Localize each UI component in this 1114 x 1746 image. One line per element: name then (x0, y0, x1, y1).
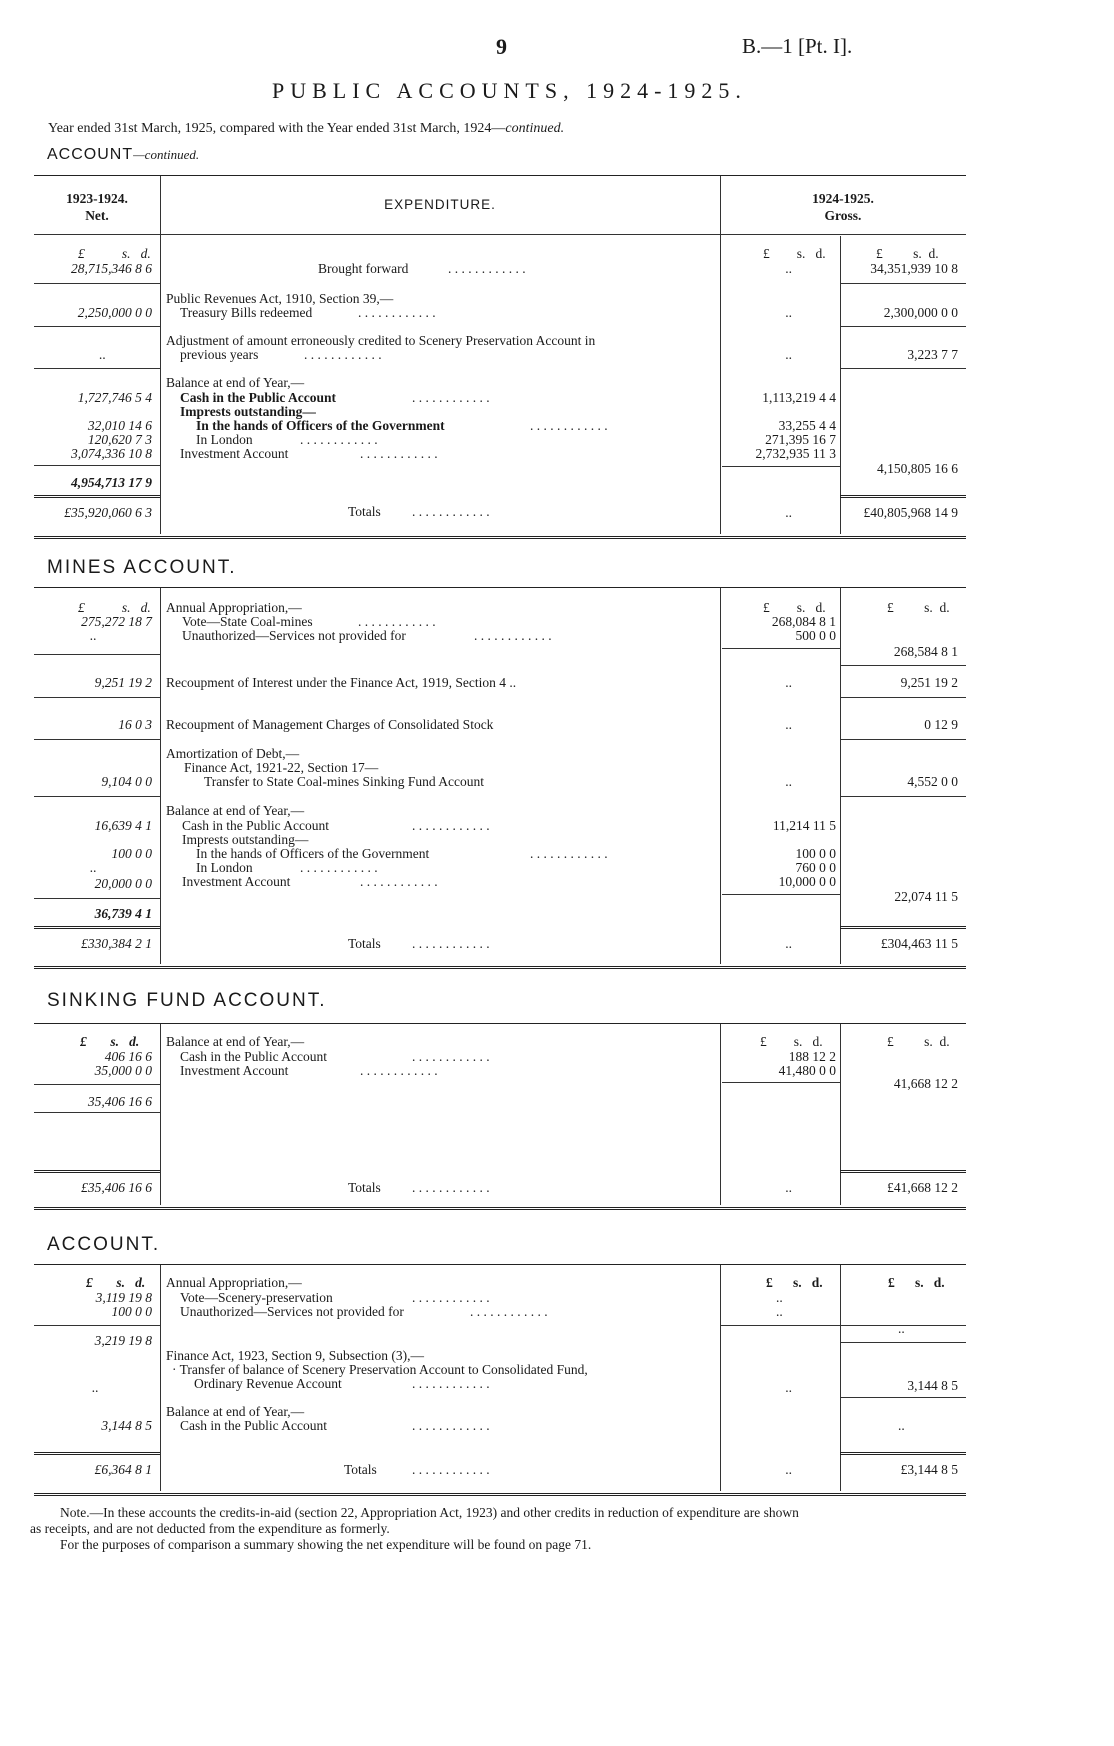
net-value: 3,074,336 10 8 (71, 446, 152, 461)
sub-value: 268,084 8 1 (771, 614, 836, 629)
row-label: Adjustment of amount erroneously credited to Scenery Preservation Account in (166, 333, 596, 348)
row-label: Vote—State Coal-mines (182, 614, 313, 629)
col-header-net-label: Net. (85, 208, 109, 223)
totals-label: Totals (348, 504, 381, 519)
row-rule (840, 796, 966, 797)
col-header-gross-label: Gross. (824, 208, 862, 223)
sinking-heading: SINKING FUND ACCOUNT. (47, 990, 327, 1011)
gross-value: 2,300,000 0 0 (883, 305, 958, 320)
row-label: Balance at end of Year,— (166, 803, 305, 818)
row-label: Balance at end of Year,— (166, 375, 305, 390)
net-value: 3,219 19 8 (94, 1333, 152, 1348)
leader-dots: . . . . . . . . . . . . (412, 390, 490, 405)
row-rule (34, 283, 160, 284)
sub-value: 41,480 0 0 (778, 1063, 836, 1078)
sub-value: 10,000 0 0 (778, 874, 836, 889)
lsd-header: £ s. d. (78, 600, 151, 615)
row-rule (840, 283, 966, 284)
subtitle-continued: continued. (505, 121, 565, 136)
leader-dots: . . . . . . . . . . . . (358, 614, 436, 629)
lsd-header: £ s. d. (78, 246, 151, 261)
row-label: Unauthorized—Services not provided for (182, 628, 406, 643)
row-label: In London (196, 432, 253, 447)
row-label: Annual Appropriation,— (166, 600, 302, 615)
col-header-gross (722, 190, 964, 224)
leader-dots: . . . . . . . . . . . . (360, 446, 438, 461)
row-rule (840, 665, 966, 666)
account-heading-cont: —continued. (133, 147, 200, 162)
totals-gross: £3,144 8 5 (900, 1462, 958, 1477)
row-label: Public Revenues Act, 1910, Section 39,— (166, 291, 394, 306)
sub-value: 188 12 2 (788, 1049, 836, 1064)
leader-dots: . . . . . . . . . . . . (530, 846, 608, 861)
row-rule (34, 1084, 160, 1085)
row-label: Unauthorized—Services not provided for (180, 1304, 404, 1319)
leader-dots: . . . . . . . . . . . . (358, 305, 436, 320)
leader-dots: . . . . . . . . . . . . (412, 1049, 490, 1064)
net-value: .. (99, 347, 106, 362)
row-label: Cash in the Public Account (180, 1049, 327, 1064)
col-divider (840, 1265, 841, 1491)
account-heading-label: ACCOUNT (47, 146, 134, 163)
col-divider (160, 1265, 161, 1491)
gross-value: 4,150,805 16 6 (877, 461, 958, 476)
row-label: Investment Account (180, 1063, 289, 1078)
footnote-line2: as receipts, and are not deducted from the expenditure as formerly. (30, 1521, 390, 1536)
totals-net: £35,406 16 6 (81, 1180, 152, 1195)
col-divider (160, 588, 161, 964)
sub-value: .. (785, 675, 792, 690)
lsd-header: £ s. d. (888, 1275, 945, 1290)
row-rule (722, 1082, 840, 1083)
net-value: 3,119 19 8 (95, 1290, 152, 1305)
net-value: 35,406 16 6 (87, 1094, 152, 1109)
row-label: Brought forward (318, 261, 409, 276)
gross-value: .. (898, 1418, 905, 1433)
leader-dots: . . . . . . . . . . . . (412, 1462, 490, 1477)
sub-value: 11,214 11 5 (772, 818, 836, 833)
row-rule (34, 465, 160, 466)
col-header-net-year: 1923-1924. (66, 191, 128, 206)
sub-value: 1,113,219 4 4 (762, 390, 836, 405)
gross-value: .. (898, 1321, 905, 1336)
row-label: In London (196, 860, 253, 875)
leader-dots: . . . . . . . . . . . . (412, 1418, 490, 1433)
net-value: 4,954,713 17 9 (71, 475, 152, 490)
net-value: 16 0 3 (118, 717, 152, 732)
mines-table (34, 587, 966, 969)
row-label: Balance at end of Year,— (166, 1034, 305, 1049)
leader-dots: . . . . . . . . . . . . (300, 432, 378, 447)
footnote-line3: For the purposes of comparison a summary showing the net expenditure will be found on page 71. (60, 1537, 592, 1552)
lsd-header: £ s. d. (876, 246, 939, 261)
gross-value: 0 12 9 (924, 717, 958, 732)
row-label: In the hands of Officers of the Government (196, 846, 430, 861)
gross-value: 41,668 12 2 (893, 1076, 958, 1091)
net-value: 35,000 0 0 (94, 1063, 152, 1078)
lsd-header: £ s. d. (887, 600, 950, 615)
row-label: previous years (180, 347, 259, 362)
row-label: Investment Account (180, 446, 289, 461)
row-label: Imprests outstanding— (182, 832, 309, 847)
gross-value: 34,351,939 10 8 (870, 261, 958, 276)
net-value: 100 0 0 (111, 846, 152, 861)
gross-value: 3,144 8 5 (907, 1378, 958, 1393)
net-value: .. (90, 628, 97, 643)
leader-dots: . . . . . . . . . . . . (412, 1180, 490, 1195)
sub-value: .. (785, 774, 792, 789)
leader-dots: . . . . . . . . . . . . (530, 418, 608, 433)
row-label: Recoupment of Interest under the Finance Act, 1919, Section 4 .. (166, 675, 517, 690)
row-label: Treasury Bills redeemed (180, 305, 313, 320)
leader-dots: . . . . . . . . . . . . (304, 347, 382, 362)
col-divider (160, 176, 161, 534)
row-label: Amortization of Debt,— (166, 746, 300, 761)
row-rule (840, 1397, 966, 1398)
lsd-header: £ s. d. (763, 600, 826, 615)
row-rule (840, 495, 966, 498)
row-rule (840, 326, 966, 327)
row-label: In the hands of Officers of the Government (196, 418, 445, 433)
header-rule (34, 234, 966, 235)
sub-value: .. (776, 1290, 783, 1305)
leader-dots: . . . . . . . . . . . . (470, 1304, 548, 1319)
row-rule (720, 1325, 966, 1326)
lsd-header: £ s. d. (887, 1034, 950, 1049)
totals-label: Totals (348, 936, 381, 951)
net-value: 1,727,746 5 4 (77, 390, 152, 405)
col-divider (840, 588, 841, 964)
sub-value: .. (785, 1380, 792, 1395)
row-rule (34, 654, 160, 655)
lsd-header: £ s. d. (760, 1034, 823, 1049)
row-label: · Transfer of balance of Scenery Preservation Account to Consolidated Fund, (172, 1362, 588, 1377)
lsd-header: £ s. d. (766, 1275, 823, 1290)
sub-value: .. (785, 305, 792, 320)
row-rule (34, 697, 160, 698)
row-rule (840, 1452, 966, 1455)
scenery-heading: ACCOUNT. (47, 1234, 161, 1255)
leader-dots: . . . . . . . . . . . . (360, 874, 438, 889)
row-label: Cash in the Public Account (180, 390, 337, 405)
row-rule (34, 739, 160, 740)
lsd-header: £ s. d. (763, 246, 826, 261)
page-title: PUBLIC ACCOUNTS, 1924-1925. (272, 78, 747, 103)
col-header-expenditure: EXPENDITURE. (384, 197, 496, 212)
net-value: 3,144 8 5 (101, 1418, 152, 1433)
row-rule (34, 1325, 160, 1326)
subtitle (48, 121, 564, 137)
totals-net: £6,364 8 1 (94, 1462, 152, 1477)
net-value: 100 0 0 (111, 1304, 152, 1319)
row-rule (34, 926, 160, 929)
net-value: 2,250,000 0 0 (77, 305, 152, 320)
sub-value: 33,255 4 4 (778, 418, 836, 433)
net-value: 9,104 0 0 (101, 774, 152, 789)
row-rule (34, 1452, 160, 1455)
col-divider (720, 176, 721, 534)
gross-value: 9,251 19 2 (900, 675, 958, 690)
lsd-header: £ s. d. (80, 1034, 140, 1049)
net-value: 275,272 18 7 (81, 614, 152, 629)
col-divider (840, 1024, 841, 1205)
sub-value: 271,395 16 7 (765, 432, 836, 447)
row-label: Finance Act, 1921-22, Section 17— (184, 760, 379, 775)
row-rule (34, 326, 160, 327)
row-rule (34, 1170, 160, 1173)
row-rule (840, 697, 966, 698)
net-value: 28,715,346 8 6 (71, 261, 152, 276)
subtitle-text: Year ended 31st March, 1925, compared with the Year ended 31st March, 1924— (48, 121, 506, 136)
sub-value: 500 0 0 (795, 628, 836, 643)
net-value: 120,620 7 3 (87, 432, 152, 447)
row-rule (840, 1342, 966, 1343)
totals-sub: .. (785, 1462, 792, 1477)
row-rule (722, 894, 840, 895)
row-rule (34, 495, 160, 498)
page-number: 9 (496, 34, 507, 59)
account-heading (47, 146, 199, 164)
totals-sub: .. (785, 936, 792, 951)
col-divider (840, 236, 841, 534)
sub-value: 760 0 0 (795, 860, 836, 875)
page-ref: B.—1 [Pt. I]. (742, 34, 853, 58)
row-rule (34, 1112, 160, 1113)
mines-heading: MINES ACCOUNT. (47, 557, 237, 578)
scenery-table (34, 1264, 966, 1496)
sub-value: .. (785, 717, 792, 732)
row-label: Investment Account (182, 874, 291, 889)
col-divider (720, 1265, 721, 1491)
leader-dots: . . . . . . . . . . . . (300, 860, 378, 875)
leader-dots: . . . . . . . . . . . . (412, 1290, 490, 1305)
col-divider (720, 1024, 721, 1205)
sub-value: .. (785, 261, 792, 276)
net-value: 16,639 4 1 (94, 818, 152, 833)
totals-net: £35,920,060 6 3 (64, 505, 152, 520)
totals-sub: .. (785, 505, 792, 520)
totals-net: £330,384 2 1 (81, 936, 152, 951)
row-label: Imprests outstanding— (180, 404, 316, 419)
leader-dots: . . . . . . . . . . . . (360, 1063, 438, 1078)
gross-value: 268,584 8 1 (893, 644, 958, 659)
col-divider (720, 588, 721, 964)
footnote-line1: Note.—In these accounts the credits-in-aid (section 22, Appropriation Act, 1923) and other credits in reduction of expenditure are shown (60, 1505, 799, 1520)
net-value: .. (90, 860, 97, 875)
row-rule (34, 796, 160, 797)
gross-value: 3,223 7 7 (907, 347, 958, 362)
net-value: 20,000 0 0 (94, 876, 152, 891)
row-label: Finance Act, 1923, Section 9, Subsection (3),— (166, 1348, 424, 1363)
leader-dots: . . . . . . . . . . . . (412, 504, 490, 519)
col-header-net (36, 190, 158, 224)
leader-dots: . . . . . . . . . . . . (448, 261, 526, 276)
net-value: 406 16 6 (104, 1049, 152, 1064)
row-rule (840, 1170, 966, 1173)
row-label: Ordinary Revenue Account (194, 1376, 342, 1391)
sub-value: 2,732,935 11 3 (755, 446, 836, 461)
row-label: Cash in the Public Account (180, 1418, 327, 1433)
col-divider (160, 1024, 161, 1205)
leader-dots: . . . . . . . . . . . . (412, 936, 490, 951)
row-label: Balance at end of Year,— (166, 1404, 305, 1419)
row-rule (840, 739, 966, 740)
row-rule (34, 368, 160, 369)
row-rule (722, 466, 840, 467)
totals-sub: .. (785, 1180, 792, 1195)
row-label: Cash in the Public Account (182, 818, 329, 833)
row-label: Transfer to State Coal-mines Sinking Fund Account (204, 774, 484, 789)
totals-gross: £40,805,968 14 9 (863, 505, 958, 520)
sub-value: .. (776, 1304, 783, 1319)
net-value: .. (92, 1380, 99, 1395)
leader-dots: . . . . . . . . . . . . (412, 818, 490, 833)
col-header-gross-year: 1924-1925. (812, 191, 874, 206)
transfer-text: Transfer of balance of Scenery Preservation Account to Consolidated Fund, (179, 1362, 588, 1377)
net-value: 36,739 4 1 (94, 906, 152, 921)
main-account-table (34, 175, 966, 539)
row-rule (840, 926, 966, 929)
leader-dots: . . . . . . . . . . . . (412, 1376, 490, 1391)
row-label: Recoupment of Management Charges of Consolidated Stock (166, 717, 494, 732)
gross-value: 4,552 0 0 (907, 774, 958, 789)
totals-gross: £304,463 11 5 (880, 936, 958, 951)
net-value: 32,010 14 6 (87, 418, 152, 433)
leader-dots: . . . . . . . . . . . . (474, 628, 552, 643)
row-rule (722, 648, 840, 649)
totals-label: Totals (348, 1180, 381, 1195)
sub-value: .. (785, 347, 792, 362)
totals-gross: £41,668 12 2 (887, 1180, 958, 1195)
row-rule (34, 898, 160, 899)
gross-value: 22,074 11 5 (894, 889, 958, 904)
sub-value: 100 0 0 (795, 846, 836, 861)
totals-label: Totals (344, 1462, 377, 1477)
lsd-header: £ s. d. (86, 1275, 146, 1290)
net-value: 9,251 19 2 (94, 675, 152, 690)
row-rule (840, 368, 966, 369)
row-label: Annual Appropriation,— (166, 1275, 302, 1290)
row-label: Vote—Scenery-preservation (180, 1290, 333, 1305)
